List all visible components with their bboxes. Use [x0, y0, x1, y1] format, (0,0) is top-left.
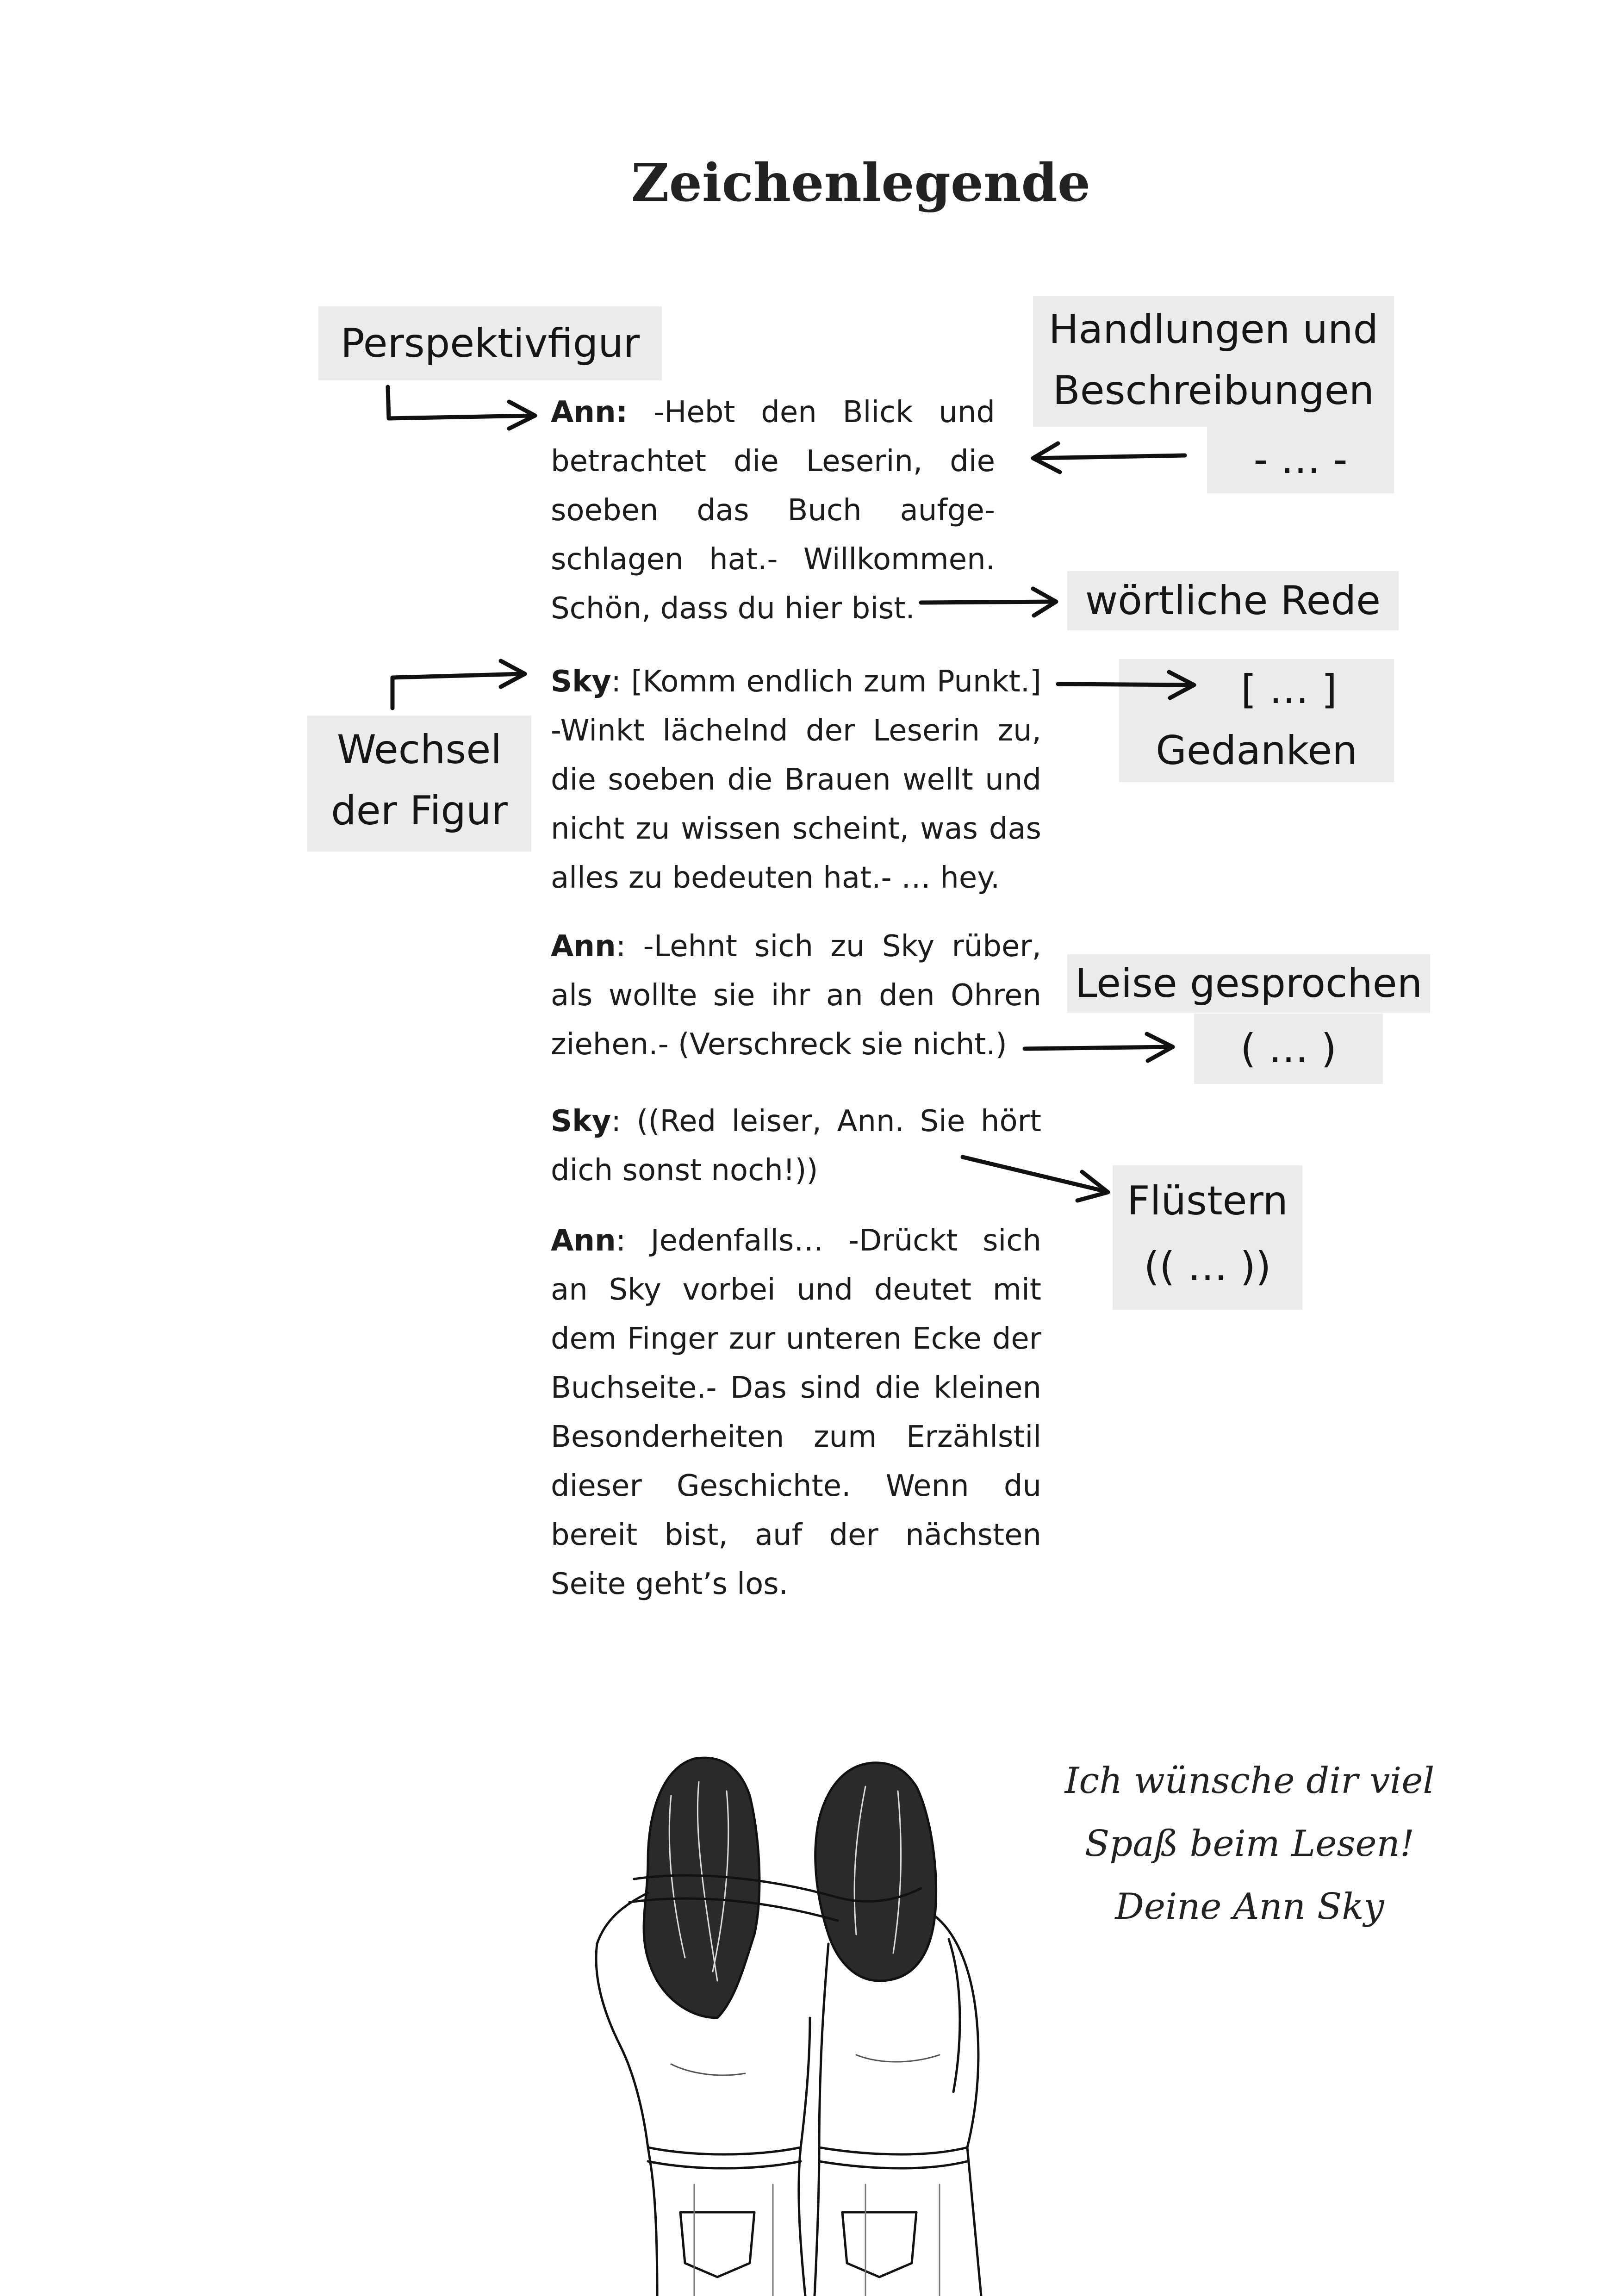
speaker-name: Ann: [551, 1224, 616, 1258]
dialog-text: -Hebt den Blick und betrachtet die Leserin, die soeben das Buch aufgeschlagen hat.- Willkommen. Schön, dass du hier bist.: [551, 395, 995, 626]
legend-perspektivfigur-label: Perspektivfigur: [340, 320, 640, 367]
closing-line-2: Spaß beim Lesen!: [1084, 1823, 1415, 1865]
legend-woertliche-rede-label: wörtliche Rede: [1085, 578, 1381, 624]
legend-handlungen-line1: Handlungen und: [1048, 306, 1379, 353]
dialog-text: : ((Red leiser, Ann. Sie hört dich sonst noch!)): [551, 1104, 1041, 1188]
arrow-leise: [1025, 1047, 1171, 1049]
arrow-handlungen: [1035, 455, 1185, 458]
legend-handlungen-symbol-text: - … -: [1253, 436, 1348, 483]
closing-line-3: Deine Ann Sky: [1115, 1886, 1384, 1928]
arrow-wechsel: [392, 674, 523, 708]
legend-leise-label: Leise gesprochen: [1075, 960, 1423, 1007]
dialog-text: : [Komm endlich zum Punkt.] -Winkt lächelnd der Leserin zu, die soeben die Brauen wellt und nicht zu wissen scheint, was das alles zu bedeuten hat.- … hey.: [551, 665, 1041, 895]
legend-wechsel-line1: Wechsel: [336, 727, 502, 773]
legend-gedanken-label: Gedanken: [1156, 728, 1357, 774]
legend-leise-symbol-text: ( … ): [1240, 1026, 1337, 1072]
closing-line-1: Ich wünsche dir viel: [1064, 1760, 1435, 1802]
legend-fluestern-label: Flüstern: [1127, 1178, 1288, 1224]
arrow-woertliche-rede: [921, 602, 1055, 603]
legend-handlungen-line2: Beschreibungen: [1052, 367, 1375, 414]
legend-fluestern-symbol: (( … )): [1144, 1244, 1271, 1290]
arrow-gedanken: [1058, 684, 1192, 685]
closing-greeting: [1037, 1749, 1462, 1938]
speaker-name: Sky: [551, 665, 611, 699]
two-women-hugging-illustration: [579, 1740, 1078, 2296]
legend-gedanken-symbol: [ … ]: [1241, 666, 1337, 713]
speaker-name: Sky: [551, 1104, 611, 1139]
dialog-text: : Jedenfalls… -Drückt sich an Sky vorbei und deutet mit dem Finger zur unteren Ecke der Buchseite.- Das sind die kleinen Besonderheiten zum Erzählstil dieser Geschichte. Wenn du bereit bist, auf der nächsten Seite geht’s los.: [551, 1224, 1041, 1601]
speaker-name: Ann: [551, 929, 616, 964]
legend-wechsel-line2: der Figur: [331, 788, 508, 834]
page-title: Zeichenlegende: [631, 153, 1091, 213]
speaker-name: Ann:: [551, 395, 628, 429]
dialog-text: : -Lehnt sich zu Sky rüber, als wollte sie ihr an den Ohren ziehen.- (Verschreck sie nicht.): [551, 929, 1041, 1062]
